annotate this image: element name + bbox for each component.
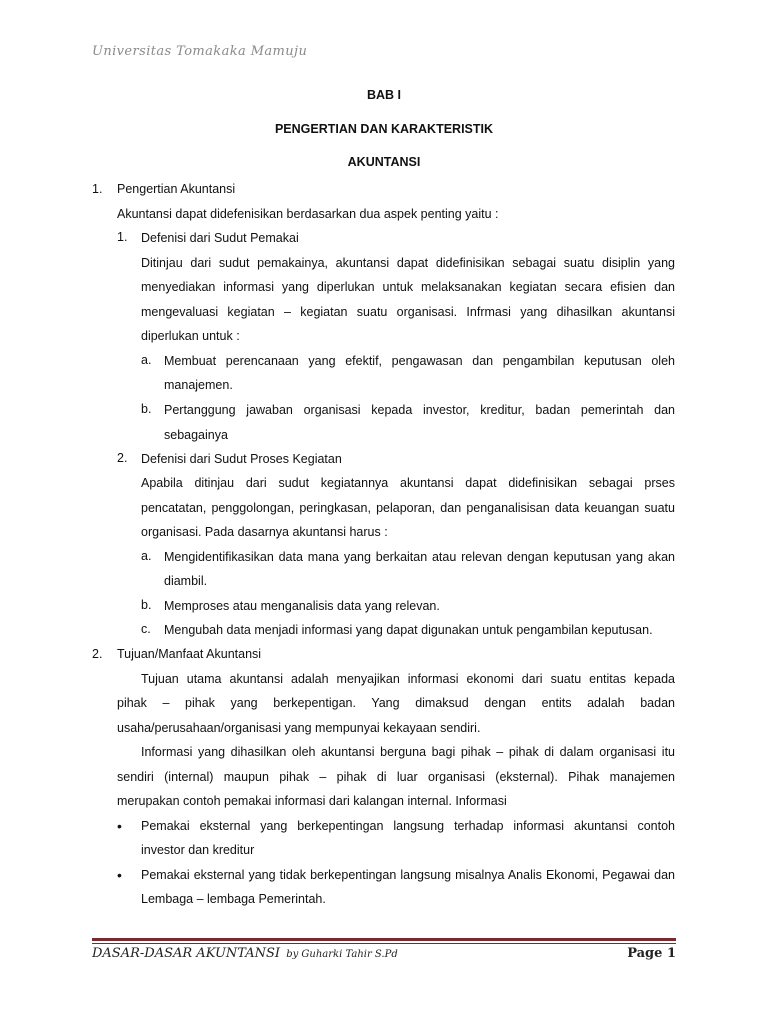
chapter-number: BAB I xyxy=(366,88,402,102)
section-heading: Tujuan/Manfaat Akuntansi xyxy=(117,647,262,661)
paragraph-line: mengevaluasi kegiatan – kegiatan suatu organisasi. Infrmasi yang dihasilkan akuntansi xyxy=(141,305,675,319)
paragraph-line: Apabila ditinjau dari sudut kegiatannya akuntansi dapat didefinisikan sebagai prses xyxy=(141,476,675,490)
list-item-line: Pertanggung jawaban organisasi kepada investor, kreditur, badan pemerintah dan xyxy=(164,403,675,417)
bullet-item-line: Pemakai eksternal yang tidak berkepentingan langsung misalnya Analis Ekonomi, Pegawai dan xyxy=(141,868,675,882)
list-item-line: sebagainya xyxy=(164,428,228,442)
bullet-icon: • xyxy=(117,818,122,834)
bullet-item-line: Pemakai eksternal yang berkepentingan langsung terhadap informasi akuntansi contoh xyxy=(141,819,675,833)
list-letter: b. xyxy=(141,402,152,416)
paragraph-line: usaha/perusahaan/organisasi yang mempunyai kekayaan sendiri. xyxy=(117,721,481,735)
running-header: Universitas Tomakaka Mamuju xyxy=(92,44,308,59)
section-number: 2. xyxy=(92,647,103,661)
subsection-number: 1. xyxy=(117,230,128,244)
footer-title xyxy=(92,946,398,961)
list-item-line: Membuat perencanaan yang efektif, pengawasan dan pengambilan keputusan oleh xyxy=(164,354,675,368)
section-number: 1. xyxy=(92,182,103,196)
bullet-item-line: investor dan kreditur xyxy=(141,843,255,857)
footer-divider-thin xyxy=(92,943,676,944)
paragraph-line: merupakan contoh pemakai informasi dari kalangan internal. Informasi xyxy=(117,794,507,808)
subsection-number: 2. xyxy=(117,451,128,465)
chapter-title-line1: PENGERTIAN DAN KARAKTERISTIK xyxy=(274,122,494,136)
paragraph-line: pencatatan, penggolongan, peringkasan, pelaporan, dan penganalisisan data keuangan suatu xyxy=(141,501,675,515)
list-letter: a. xyxy=(141,549,152,563)
list-item-line: Memproses atau menganalisis data yang relevan. xyxy=(164,599,440,613)
paragraph-line: pihak – pihak yang berkepentigan. Yang dimaksud dengan entits adalah badan xyxy=(117,696,675,710)
footer-book-title: DASAR-DASAR AKUNTANSI xyxy=(92,946,281,961)
list-item-line: Mengidentifikasikan data mana yang berkaitan atau relevan dengan keputusan yang akan xyxy=(164,550,675,564)
footer-divider xyxy=(92,938,676,941)
section-intro: Akuntansi dapat didefenisikan berdasarkan dua aspek penting yaitu : xyxy=(117,207,499,221)
list-letter: a. xyxy=(141,353,152,367)
list-item-line: Mengubah data menjadi informasi yang dapat digunakan untuk pengambilan keputusan. xyxy=(164,623,653,637)
chapter-title-line2: AKUNTANSI xyxy=(347,155,421,169)
paragraph-line: organisasi. Pada dasarnya akuntansi harus : xyxy=(141,525,388,539)
bullet-icon: • xyxy=(117,867,122,883)
list-item-line: manajemen. xyxy=(164,378,233,392)
paragraph-line: Tujuan utama akuntansi adalah menyajikan informasi ekonomi dari suatu entitas kepada xyxy=(141,672,675,686)
list-item-line: diambil. xyxy=(164,574,208,588)
paragraph-line: sendiri (internal) maupun pihak – pihak di luar organisasi (eksternal). Pihak manajemen xyxy=(117,770,675,784)
list-letter: b. xyxy=(141,598,152,612)
page-number: Page 1 xyxy=(627,946,676,961)
subsection-heading: Defenisi dari Sudut Proses Kegiatan xyxy=(141,452,342,466)
paragraph-line: diperlukan untuk : xyxy=(141,329,240,343)
list-letter: c. xyxy=(141,622,151,636)
paragraph-line: Informasi yang dihasilkan oleh akuntansi berguna bagi pihak – pihak di dalam organisasi itu xyxy=(141,745,675,759)
section-heading: Pengertian Akuntansi xyxy=(117,182,236,196)
paragraph-line: Ditinjau dari sudut pemakainya, akuntansi dapat didefinisikan sebagai suatu disiplin yang xyxy=(141,256,675,270)
subsection-heading: Defenisi dari Sudut Pemakai xyxy=(141,231,299,245)
footer-author: by Guharki Tahir S.Pd xyxy=(286,949,398,960)
paragraph-line: menyediakan informasi yang diperlukan untuk melaksanakan kegiatan secara efisien dan xyxy=(141,280,675,294)
bullet-item-line: Lembaga – lembaga Pemerintah. xyxy=(141,892,326,906)
